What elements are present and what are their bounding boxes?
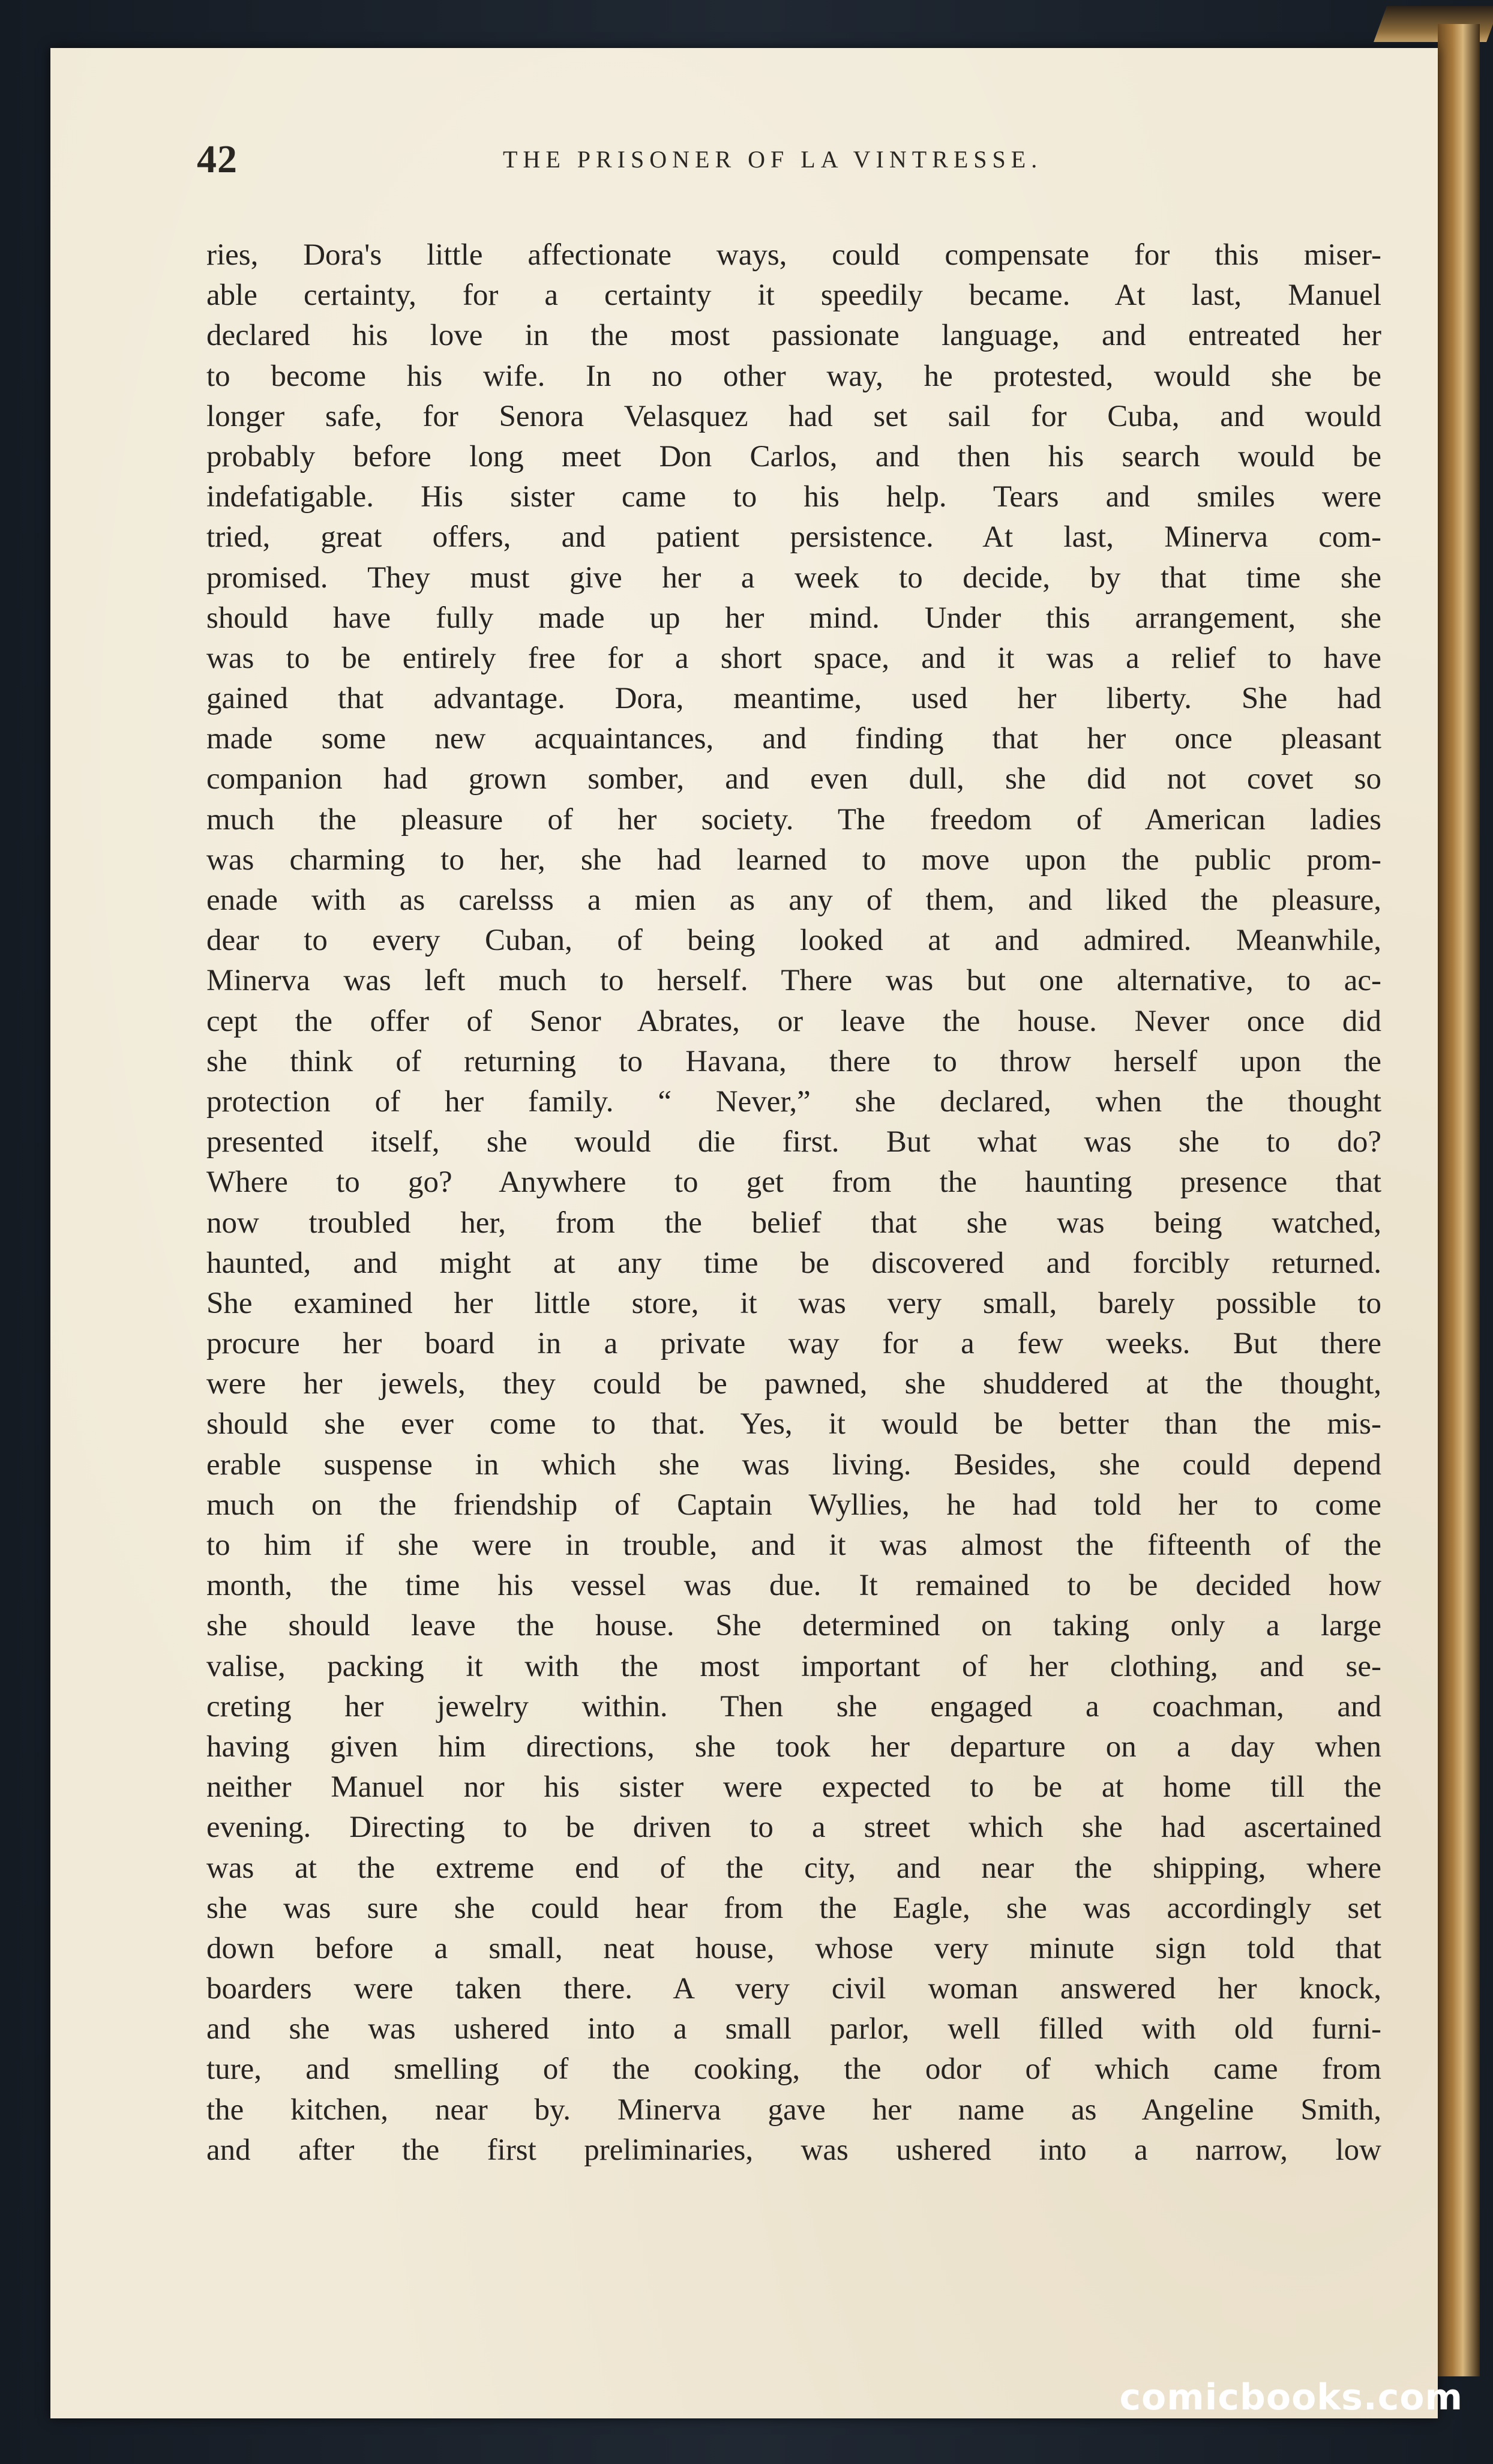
text-line: should have fully made up her mind. Under this arrangement, she [206, 601, 1381, 635]
text-line: companion had grown somber, and even dull, she did not covet so [206, 762, 1381, 796]
text-line: gained that advantage. Dora, meantime, used her liberty. She had [206, 682, 1381, 716]
page-stack-edge [1438, 24, 1480, 2376]
text-line: neither Manuel nor his sister were expected to be at home till the [206, 1770, 1381, 1804]
text-line: Minerva was left much to herself. There was but one alternative, to ac- [206, 964, 1381, 998]
text-line: ries, Dora's little affectionate ways, could compensate for this miser- [206, 238, 1381, 272]
text-line: protection of her family. “ Never,” she declared, when the thought [206, 1084, 1381, 1119]
text-line: erable suspense in which she was living. Besides, she could depend [206, 1447, 1381, 1482]
text-line: now troubled her, from the belief that she was being watched, [206, 1206, 1381, 1240]
text-line: she should leave the house. She determined on taking only a large [206, 1609, 1381, 1643]
text-line: presented itself, she would die first. But what was she to do? [206, 1125, 1381, 1159]
text-line: longer safe, for Senora Velasquez had set sail for Cuba, and would [206, 399, 1381, 433]
text-line: boarders were taken there. A very civil woman answered her knock, [206, 1972, 1381, 2006]
text-line: month, the time his vessel was due. It remained to be decided how [206, 1569, 1381, 1603]
text-line: to become his wife. In no other way, he protested, would she be [206, 359, 1381, 393]
text-line: Where to go? Anywhere to get from the haunting presence that [206, 1165, 1381, 1200]
text-line: was to be entirely free for a short space, and it was a relief to have [206, 641, 1381, 675]
text-line: indefatigable. His sister came to his help. Tears and smiles were [206, 480, 1381, 514]
text-line: procure her board in a private way for a few weeks. But there [206, 1327, 1381, 1361]
text-line: made some new acquaintances, and finding that her once pleasant [206, 722, 1381, 756]
text-line: was at the extreme end of the city, and near the shipping, where [206, 1851, 1381, 1885]
text-line: and after the first preliminaries, was ushered into a narrow, low [206, 2133, 1381, 2167]
text-line: should she ever come to that. Yes, it would be better than the mis- [206, 1407, 1381, 1441]
text-line: able certainty, for a certainty it speedily became. At last, Manuel [206, 278, 1381, 313]
text-line: ture, and smelling of the cooking, the odor of which came from [206, 2052, 1381, 2087]
text-line: She examined her little store, it was very small, barely possible to [206, 1286, 1381, 1320]
text-line: promised. They must give her a week to decide, by that time she [206, 560, 1381, 595]
text-line: much the pleasure of her society. The freedom of American ladies [206, 802, 1381, 837]
running-head [155, 137, 1385, 185]
text-line: the kitchen, near by. Minerva gave her name as Angeline Smith, [206, 2093, 1381, 2127]
text-line: enade with as carelsss a mien as any of them, and liked the pleasure, [206, 883, 1381, 917]
body-text [206, 235, 1381, 2171]
text-line: was charming to her, she had learned to move upon the public prom- [206, 843, 1381, 877]
text-line: tried, great offers, and patient persistence. At last, Minerva com- [206, 520, 1381, 554]
text-line: cept the offer of Senor Abrates, or leave the house. Never once did [206, 1004, 1381, 1038]
text-line: probably before long meet Don Carlos, and then his search would be [206, 439, 1381, 473]
text-line: down before a small, neat house, whose very minute sign told that [206, 1931, 1381, 1965]
text-line: evening. Directing to be driven to a street which she had ascertained [206, 1810, 1381, 1845]
text-line: were her jewels, they could be pawned, she shuddered at the thought, [206, 1367, 1381, 1401]
text-line: having given him directions, she took her departure on a day when [206, 1729, 1381, 1764]
text-line: much on the friendship of Captain Wyllies, he had told her to come [206, 1488, 1381, 1522]
text-line: creting her jewelry within. Then she engaged a coachman, and [206, 1689, 1381, 1723]
text-line: she think of returning to Havana, there to throw herself upon the [206, 1044, 1381, 1078]
text-line: valise, packing it with the most important of her clothing, and se- [206, 1649, 1381, 1683]
text-line: declared his love in the most passionate language, and entreated her [206, 319, 1381, 353]
page-number: 42 [197, 137, 238, 181]
watermark: comicbooks.com [1119, 2376, 1463, 2418]
text-line: haunted, and might at any time be discovered and forcibly returned. [206, 1246, 1381, 1280]
text-line: to him if she were in trouble, and it was almost the fifteenth of the [206, 1528, 1381, 1562]
text-line: dear to every Cuban, of being looked at and admired. Meanwhile, [206, 924, 1381, 958]
text-line: she was sure she could hear from the Eagle, she was accordingly set [206, 1891, 1381, 1925]
running-title: THE PRISONER OF LA VINTRESSE. [503, 146, 1043, 173]
text-line: and she was ushered into a small parlor, well filled with old furni- [206, 2012, 1381, 2046]
